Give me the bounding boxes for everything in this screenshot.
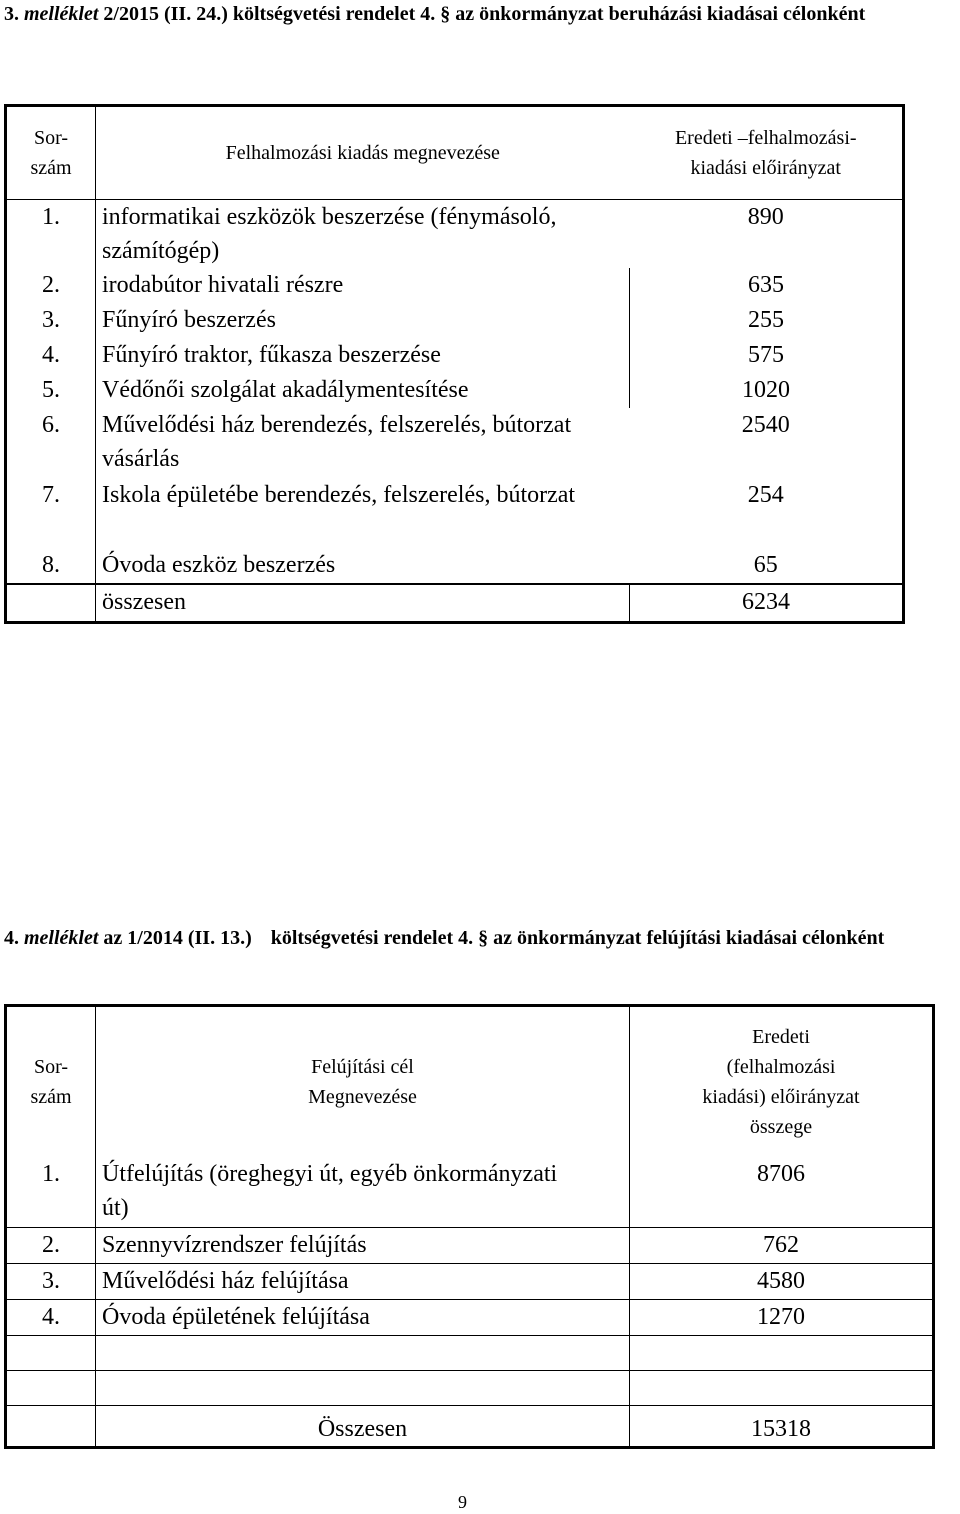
table-row: [6, 1300, 934, 1336]
row-name: Iskola épületébe berendezés, felszerelés, bútorzat: [102, 482, 576, 508]
row-num: 3.: [6, 303, 96, 338]
heading-regulation: 2/2015 (II. 24.): [103, 3, 228, 25]
section-sign: §: [440, 3, 451, 25]
empty-cell: [630, 1371, 934, 1406]
header-name: [96, 1006, 630, 1158]
empty-row: [6, 1336, 934, 1371]
header-num: Sor-szám: [6, 1006, 96, 1158]
header-value: Eredeti –felhalmozási- kiadási előirányzat: [630, 106, 904, 200]
total-num-empty: [6, 1406, 96, 1448]
row-value: 65: [753, 552, 778, 578]
row-name: Óvoda épületének felújítása: [96, 1300, 630, 1336]
row-name: Fűnyíró beszerzés: [102, 307, 276, 333]
empty-cell: [6, 1371, 96, 1406]
total-label: összesen: [96, 584, 630, 623]
header-name-line2: Megnevezése: [308, 1086, 417, 1108]
row-value: 8706: [630, 1157, 934, 1228]
row-num: 3.: [6, 1264, 96, 1300]
total-num-empty: [6, 584, 96, 623]
header-name: Felhalmozási kiadás megnevezése: [96, 106, 630, 200]
row-num: 1.: [6, 1157, 96, 1228]
total-value: 15318: [630, 1406, 934, 1448]
empty-cell: [96, 1336, 630, 1371]
row-name: irodabútor hivatali részre: [102, 272, 344, 298]
total-row: [6, 584, 904, 623]
row-num: 4.: [6, 1300, 96, 1336]
row-value: 890: [747, 204, 784, 230]
investment-table: [4, 104, 905, 624]
table-row: [6, 303, 904, 338]
row-name: Óvoda eszköz beszerzés: [102, 552, 336, 578]
section2-heading: [4, 924, 960, 952]
table-row: [6, 200, 904, 269]
row-name: Szennyvízrendszer felújítás: [96, 1228, 630, 1264]
row-name: Védőnői szolgálat akadálymentesítése: [102, 377, 469, 403]
empty-cell: [630, 1336, 934, 1371]
heading-italic: melléklet: [24, 927, 99, 949]
section1-heading: [4, 0, 954, 28]
row-name: Fűnyíró traktor, fűkasza beszerzése: [102, 342, 441, 368]
row-num: 2.: [6, 268, 96, 303]
row-value: 254: [747, 482, 784, 508]
row-value: 255: [630, 303, 904, 338]
page-number: 9: [458, 1492, 467, 1512]
heading-regulation: az 1/2014 (II. 13.): [103, 927, 252, 949]
row-value: 2540: [741, 412, 790, 438]
heading-budget: költségvetési rendelet 4.: [270, 927, 474, 949]
heading-number: 3.: [4, 3, 19, 25]
row-value: 4580: [630, 1264, 934, 1300]
heading-italic: melléklet: [24, 3, 99, 25]
total-value: 6234: [630, 584, 904, 623]
total-label: Összesen: [96, 1406, 630, 1448]
row-name: Művelődési ház felújítása: [96, 1264, 630, 1300]
row-num: 8.: [6, 548, 96, 584]
section-sign: §: [478, 927, 489, 949]
table-row: [6, 1264, 934, 1300]
row-num: 7.: [6, 478, 96, 548]
table-header-row: [6, 106, 904, 200]
row-name: Útfelújítás (öreghegyi út, egyéb önkormányzati út): [96, 1157, 630, 1228]
empty-cell: [96, 1371, 630, 1406]
header-value: Eredeti (felhalmozási kiadási) előirányzat összege: [630, 1006, 934, 1158]
header-name-line1: Felújítási cél: [311, 1056, 414, 1078]
heading-budget: költségvetési rendelet 4.: [232, 3, 436, 25]
table-row: [6, 268, 904, 303]
heading-topic: az önkormányzat beruházási kiadásai célonként: [455, 3, 866, 25]
table-header-row: [6, 1006, 934, 1158]
heading-number: 4.: [4, 927, 19, 949]
table-row: [6, 408, 904, 478]
empty-cell: [6, 1336, 96, 1371]
row-value: 762: [630, 1228, 934, 1264]
empty-row: [6, 1371, 934, 1406]
row-value: 575: [630, 338, 904, 373]
row-value: 1270: [630, 1300, 934, 1336]
table-row: [6, 1157, 934, 1228]
heading-topic: az önkormányzat felújítási kiadásai célonként: [493, 927, 885, 949]
row-value: 635: [630, 268, 904, 303]
renovation-table: [4, 1004, 935, 1449]
row-name: Művelődési ház berendezés, felszerelés, bútorzat vásárlás: [102, 412, 572, 472]
row-num: 1.: [6, 200, 96, 269]
table-row: [6, 338, 904, 373]
total-row: [6, 1406, 934, 1448]
row-num: 2.: [6, 1228, 96, 1264]
row-num: 5.: [6, 373, 96, 408]
table-row: [6, 373, 904, 408]
row-num: 4.: [6, 338, 96, 373]
row-num: 6.: [6, 408, 96, 478]
row-value: 1020: [630, 373, 904, 408]
table-row: [6, 548, 904, 584]
table-row: [6, 478, 904, 548]
header-num: Sor-szám: [6, 106, 96, 200]
row-name: informatikai eszközök beszerzése (fénymásoló, számítógép): [102, 204, 557, 264]
table-row: [6, 1228, 934, 1264]
